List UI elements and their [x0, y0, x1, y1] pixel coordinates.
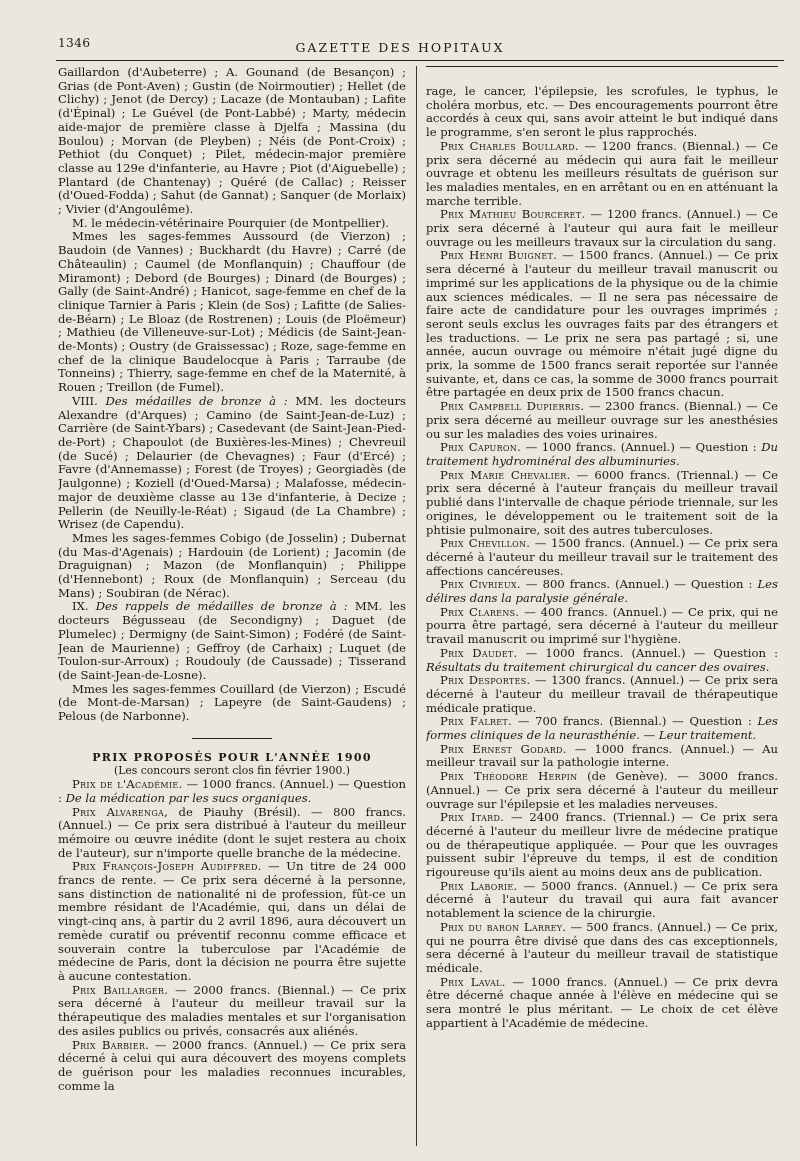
journal-title: GAZETTE DES HOPITAUX: [295, 40, 505, 55]
italic-heading: Des médailles de bronze à :: [105, 393, 288, 408]
column-divider: [416, 66, 417, 1146]
prize-name: Prix Chevillon.: [440, 536, 531, 551]
prize-text: — 800 francs. (Annuel.) — Question :: [520, 577, 758, 592]
prize-name: Prix Charles Boullard.: [440, 138, 579, 153]
prize-name: Prix Daudet.: [440, 645, 518, 660]
paragraph: rage, le cancer, l'épilepsie, les scrofules, le typhus, le choléra morbus, etc. — Des encouragements pourront être accordés à ceux qui, sans avoir atteint le but indiqué dans le programme, s'en seront le plus rapprochés.: [426, 84, 778, 140]
prize-text: — 400 francs. (Annuel.) — Ce prix, qui ne pourra être partagé, sera décerné à l'auteur du meilleur travail manuscrit ou imprimé sur l'hygiène.: [426, 604, 778, 647]
prize-text: — 1000 francs. (Annuel.) — Question :: [517, 645, 778, 660]
prize-text: — 1000 francs. (Annuel.) — Ce prix devra être décerné chaque année à l'élève en médecine qui se sera montré le plus méritant. — Le choix de cet élève appartient à l'Académie de médecine.: [426, 974, 778, 1030]
prize-entry: [426, 441, 778, 468]
prize-entry: [426, 880, 778, 921]
prize-name: Prix Falret.: [440, 714, 513, 729]
prize-text: — 2300 francs. (Biennal.) — Ce prix sera décerné au meilleur ouvrage sur les anesthésies ou sur les maladies des voies urinaires.: [426, 399, 778, 441]
prize-text: — 1300 francs. (Annuel.) — Ce prix sera décerné à l'auteur du meilleur travail de thérapeutique médicale pratique.: [426, 673, 778, 715]
italic-heading: Des rappels de médailles de bronze à :: [95, 599, 348, 614]
section-numeral: VIII.: [72, 393, 106, 408]
paragraph-text: MM. les docteurs Alexandre (d'Arques) ; Camino (de Saint-Jean-de-Luz) ; Carrière (de Saint-Ybars) ; Casedevant (de Saint-Jean-Pied-de-Port) ; Chapoulot (de Buxières-les-Mines) ; Chevreuil (de Sucé) ; Delaurier (de Chevagnes) ; Faur (d'Ercé) ; Favre (d'Annemasse) ; Forest (de Troyes) ; Georgiadès (de Jaulgonne) ; Koziell (d'Oued-Marsa) ; Malafosse, médecin-major de deuxième classe au 13e d'infanterie, à Decize ; Pellerin (de Neuilly-le-Réat) ; Sigaud (de La Chambre) ; Wrisez (de Capendu).: [58, 393, 406, 532]
right-column: [426, 66, 778, 1146]
section-numeral: IX.: [72, 599, 96, 614]
prize-text: — 1000 francs. (Annuel.) — Question :: [521, 440, 762, 455]
prize-text: (de Genève). — 3000 francs. (Annuel.) — Ce prix sera décerné à l'auteur du meilleur ouvrage sur l'épilepsie et les maladies nerveuses.: [426, 769, 778, 811]
prize-text: — 6000 francs. (Triennal.) — Ce prix sera décerné à l'auteur français du meilleur travail publié dans l'intervalle de chaque période triennale, sur les origines, le développement ou le traitement soit de la phtisie pulmonaire, soit des autres tuberculoses.: [426, 467, 778, 537]
prize-name: Prix Ernest Godard.: [440, 741, 567, 756]
prize-entry: [426, 674, 778, 715]
paragraph: Mmes les sages-femmes Aussourd (de Vierzon) ; Baudoin (de Vannes) ; Buckhardt (du Havre) ; Carré (de Châteaulin) ; Caumel (de Monflanquin) ; Chauffour (de Miramont) ; Debord (de Bourges) ; Dinard (de Bourges) ; Gally (de Saint-André) ; Hanicot, sage-femme en chef de la clinique Tarnier à Paris ; Klein (de Sos) ; Lafitte (de Salies-de-Béarn) ; Le Bloaz (de Rostrenen) ; Louis (de Ploëmeur) ; Mathieu (de Villeneuve-sur-Lot) ; Médicis (de Saint-Jean-de-Monts) ; Oustry (de Graissessac) ; Roze, sage-femme en chef de la clinique Baudelocque à Paris ; Tarraube (de Tonneins) ; Thierry, sage-femme en chef de la Maternité, à Rouen ; Treillon (de Fumel).: [58, 229, 406, 395]
header-rule: [56, 60, 784, 61]
prize-entry: [58, 806, 406, 861]
prize-text: — 1000 francs. (Annuel.) — Question :: [58, 777, 406, 805]
prize-entry: [426, 249, 778, 400]
prize-entry: [426, 715, 778, 742]
prize-text: de Piauhy (Brésil). — 800 francs. (Annuel.) — Ce prix sera distribué à l'auteur du meilleur mémoire ou œuvre inédite (dont le sujet restera au choix de l'auteur), sur n'importe quelle branche de la médecine.: [58, 804, 406, 860]
prize-entry: [426, 400, 778, 441]
prize-entry: [426, 537, 778, 578]
prize-name: Prix Clarens.: [440, 604, 520, 619]
paragraph: M. le médecin-vétérinaire Pourquier (de Montpellier).: [72, 215, 390, 230]
prize-entry: [426, 578, 778, 605]
prize-entry: [58, 1039, 406, 1094]
prize-name: Prix Alvarenga,: [72, 804, 169, 819]
prize-text: — 1500 francs. (Annuel.) — Ce prix sera décerné à l'auteur du meilleur travail manuscrit ou imprimé sur les applications de la physique ou de la chimie aux sciences médicales. — Il ne sera pas nécessaire de faire acte de candidature pour les ouvrages imprimés ; seront seuls exclus les ouvrages faits par des étrangers et les traductions. — Le prix ne sera pas partagé ; si, une année, aucun ouvrage ou mémoire n'était jugé digne du prix, la somme de 1500 francs serait reportée sur l'année suivante, et, dans ce cas, la somme de 3000 francs pourrait être partagée en deux prix de 1500 francs chacun.: [426, 248, 778, 400]
paragraph: [58, 395, 406, 532]
prize-text: — 1200 francs. (Biennal.) — Ce prix sera décerné au médecin qui aura fait le meilleur ouvrage et obtenu les meilleurs résultats de guérison sur les maladies mentales, en en arrêtant ou en en atténuant la marche terrible.: [426, 138, 778, 208]
prize-name: Prix Marie Chevalier.: [440, 467, 571, 482]
prize-text: — 2400 francs. (Triennal.) — Ce prix sera décerné à l'auteur du meilleur livre de médecine pratique ou de thérapeutique appliquée. — Pour que les ouvrages puissent subir l'épreuve du temps, il est de condition rigoureuse qu'ils aient au moins deux ans de publication.: [426, 810, 778, 880]
prize-name: Prix Henri Buignet.: [440, 248, 558, 263]
prize-name: Prix Campbell Dupierris.: [440, 399, 585, 414]
prize-name: Prix du baron Larrey.: [440, 919, 567, 934]
prize-name: Prix Capuron.: [440, 440, 522, 455]
prize-name: Prix Barbier.: [72, 1037, 150, 1052]
prize-text: — 2000 francs. (Biennal.) — Ce prix sera décerné à l'auteur du meilleur travail sur la thérapeutique des maladies mentales et sur l'organisation des asiles publics ou privés, consacrés aux aliénés.: [58, 982, 406, 1038]
prize-name: Prix François-Joseph Audiffred.: [72, 859, 262, 874]
prize-entry: [426, 647, 778, 674]
prize-entry: [426, 208, 778, 249]
prize-name: Prix de l'Académie.: [72, 777, 183, 792]
prize-entry: [426, 606, 778, 647]
prize-name: Prix Itard.: [440, 810, 505, 825]
prize-entry: [426, 976, 778, 1031]
prize-name: Prix Desportes.: [440, 673, 531, 688]
left-column: [58, 66, 406, 1146]
double-rule: [426, 66, 778, 79]
paragraph: Mmes les sages-femmes Couillard (de Vierzon) ; Escudé (de Mont-de-Marsan) ; Lapeyre (de Saint-Gaudens) ; Pelous (de Narbonne).: [58, 681, 406, 724]
section-title: PRIX PROPOSÉS POUR L'ANNÉE 1900: [92, 750, 372, 764]
prize-name: Prix Laborie.: [440, 878, 518, 893]
prize-question: Du traitement hydrominéral des albuminuries.: [426, 440, 778, 468]
prize-entry: [426, 811, 778, 880]
section-divider: [192, 738, 272, 739]
prize-entry: [426, 140, 778, 209]
prize-entry: [426, 743, 778, 770]
prize-question: Résultats du traitement chirurgical du cancer des ovaires.: [426, 659, 770, 674]
prize-entry: [426, 469, 778, 538]
prize-text: — 1500 francs. (Annuel.) — Ce prix sera décerné à l'auteur du meilleur travail sur le traitement des affections cancéreuses.: [426, 536, 778, 578]
prize-text: — 2000 francs. (Annuel.) — Ce prix sera décerné à celui qui aura découvert des moyens complets de guérison pour les maladies reconnues incurables, comme la: [58, 1037, 406, 1093]
prize-text: — 1200 francs. (Annuel.) — Ce prix sera décerné à l'auteur qui aura fait le meilleur ouvrage ou les meilleurs travaux sur la circulation du sang.: [426, 207, 778, 249]
prize-name: Prix Mathieu Bourceret.: [440, 207, 586, 222]
prize-text: — 1000 francs. (Annuel.) — Au meilleur travail sur la pathologie interne.: [426, 741, 778, 770]
paragraph: [58, 600, 406, 682]
prize-name: Prix Théodore Herpin: [440, 769, 578, 784]
page-number: 1346: [58, 36, 91, 50]
prize-entry: [58, 984, 406, 1039]
prize-text: — 500 francs. (Annuel.) — Ce prix, qui ne pourra être divisé que dans des cas exceptionnels, sera décerné à l'auteur du meilleur travail de statistique médicale.: [426, 919, 778, 975]
prize-entry: [58, 860, 406, 983]
paragraph: Gaillardon (d'Aubeterre) ; A. Gounand (de Besançon) ; Grias (de Pont-Aven) ; Gustin (de Noirmoutier) ; Hellet (de Clichy) ; Jenot (de Dercy) ; Lacaze (de Montauban) ; Lafite (d'Épinal) ; Le Guével (de Pont-Labbé) ; Marty, médecin aide-major de première classe à Djelfa ; Massina (du Boulou) ; Morvan (de Pleyben) ; Néis (de Pont-Croix) ; Pethiot (du Conquet) ; Pilet, médecin-major première classe au 129e d'infanterie, au Havre ; Piot (d'Aiguebelle) ; Plantard (de Chantenay) ; Quéré (de Callac) ; Reisser (d'Oued-Fodda) ; Sahut (de Gannat) ; Sanquer (de Morlaix) ; Vivier (d'Angoulême).: [58, 66, 406, 217]
prize-entry: [58, 778, 406, 805]
section-note: (Les concours seront clos fin février 1900.): [114, 764, 350, 778]
prize-name: Prix Baillarger.: [72, 982, 169, 997]
prize-entry: [426, 921, 778, 976]
prize-question: De la médication par les sucs organiques.: [65, 790, 312, 805]
paragraph: Mmes les sages-femmes Cobigo (de Josselin) ; Dubernat (du Mas-d'Agenais) ; Hardouin (de Lorient) ; Jacomin (de Draguignan) ; Mazon (de Monflanquin) ; Philippe (d'Hennebont) ; Roux (de Monflanquin) ; Serceau (du Mans) ; Soubiran (de Nérac).: [58, 530, 406, 600]
paragraph-text: MM. les docteurs Bégusseau (de Secondigny) ; Daguet (de Plumelec) ; Dermigny (de Saint-Simon) ; Fodéré (de Saint-Jean de Maurienne) ; Geffroy (de Carhaix) ; Luquet (de Toulon-sur-Arroux) ; Roudouly (de Caussade) ; Tisserand (de Saint-Jean-de-Losne).: [58, 599, 406, 682]
prize-name: Prix Civrieux.: [440, 577, 521, 592]
prize-text: — Un titre de 24 000 francs de rente. — Ce prix sera décerné à la personne, sans distinction de nationalité ni de profession, fût-ce un membre résidant de l'Académie, qui, dans un délai de vingt-cinq ans, à partir du 2 avril 1896, aura découvert un remède curatif ou préventif reconnu comme efficace et souverain contre la tuberculose par l'Académie de médecine de Paris, dont la décision ne pourra être sujette à aucune contestation.: [58, 859, 406, 983]
prize-text: — 700 francs. (Biennal.) — Question :: [512, 714, 758, 729]
prize-name: Prix Laval.: [440, 974, 506, 989]
prize-question: Les délires dans la paralysie générale.: [426, 577, 778, 606]
prize-entry: [426, 770, 778, 811]
prize-question: Les formes cliniques de la neurasthénie. — Leur traitement.: [426, 714, 778, 743]
prize-text: — 5000 francs. (Annuel.) — Ce prix sera décerné à l'auteur du travail qui aura fait avancer notablement la science de la chirurgie.: [426, 878, 778, 921]
